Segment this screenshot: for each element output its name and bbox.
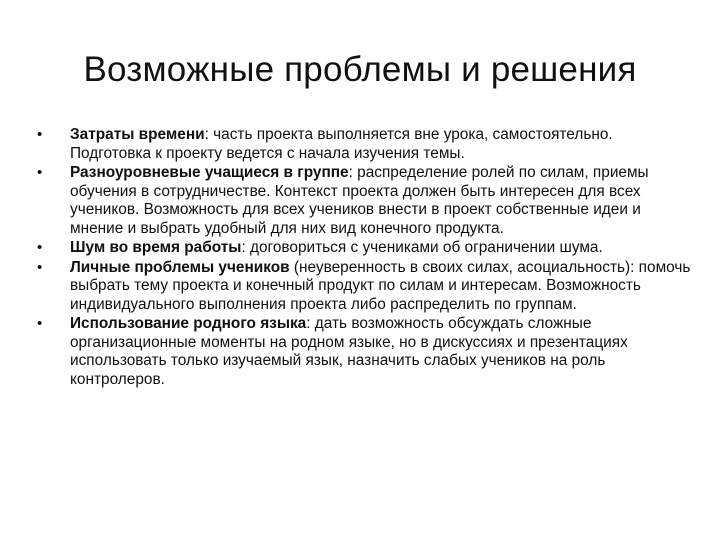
bullet-dot-icon: •: [37, 126, 43, 143]
bullet-dot-icon: •: [37, 164, 43, 181]
bullet-term: Затраты времени: [70, 126, 205, 143]
bullet-list: [36, 126, 696, 390]
bullet-time-costs: [36, 126, 696, 163]
bullet-term: Использование родного языка: [70, 315, 307, 332]
bullet-text: (неуверенность в своих силах, асоциальность): помочь выбрать тему проекта и конечный продукт по силам и интересам. Возможность индивидуального выполнения проекта либо распределить по группам.: [70, 258, 691, 313]
bullet-term: Личные проблемы учеников: [70, 258, 290, 276]
bullet-personal-problems: [36, 259, 696, 315]
bullet-native-language: [36, 315, 696, 389]
bullet-dot-icon: •: [37, 315, 43, 332]
bullet-term: Шум во время работы: [70, 239, 242, 256]
slide-title: Возможные проблемы и решения: [83, 50, 637, 89]
bullet-text: : часть проекта выполняется вне урока, самостоятельно. Подготовка к проекту ведется с начала изучения темы.: [70, 126, 613, 162]
bullet-noise: [36, 239, 696, 258]
bullet-mixed-level-students: [36, 164, 696, 238]
bullet-text: : договориться с учениками об ограничении шума.: [241, 239, 603, 256]
bullet-text: : распределение ролей по силам, приемы обучения в сотрудничестве. Контекст проекта должен быть интересен для всех учеников. Возможность для всех учеников внести в проект собственные идеи и мнение и выбрать удобный для них вид конечного продукта.: [70, 164, 649, 237]
bullet-term: Разноуровневые учащиеся в группе: [70, 164, 349, 181]
bullet-dot-icon: •: [37, 239, 43, 256]
bullet-text: : дать возможность обсуждать сложные организационные моменты на родном языке, но в дискуссиях и презентациях использовать только изучаемый язык, назначить слабых учеников на роль контролеров.: [70, 315, 628, 388]
bullet-dot-icon: •: [37, 258, 43, 276]
